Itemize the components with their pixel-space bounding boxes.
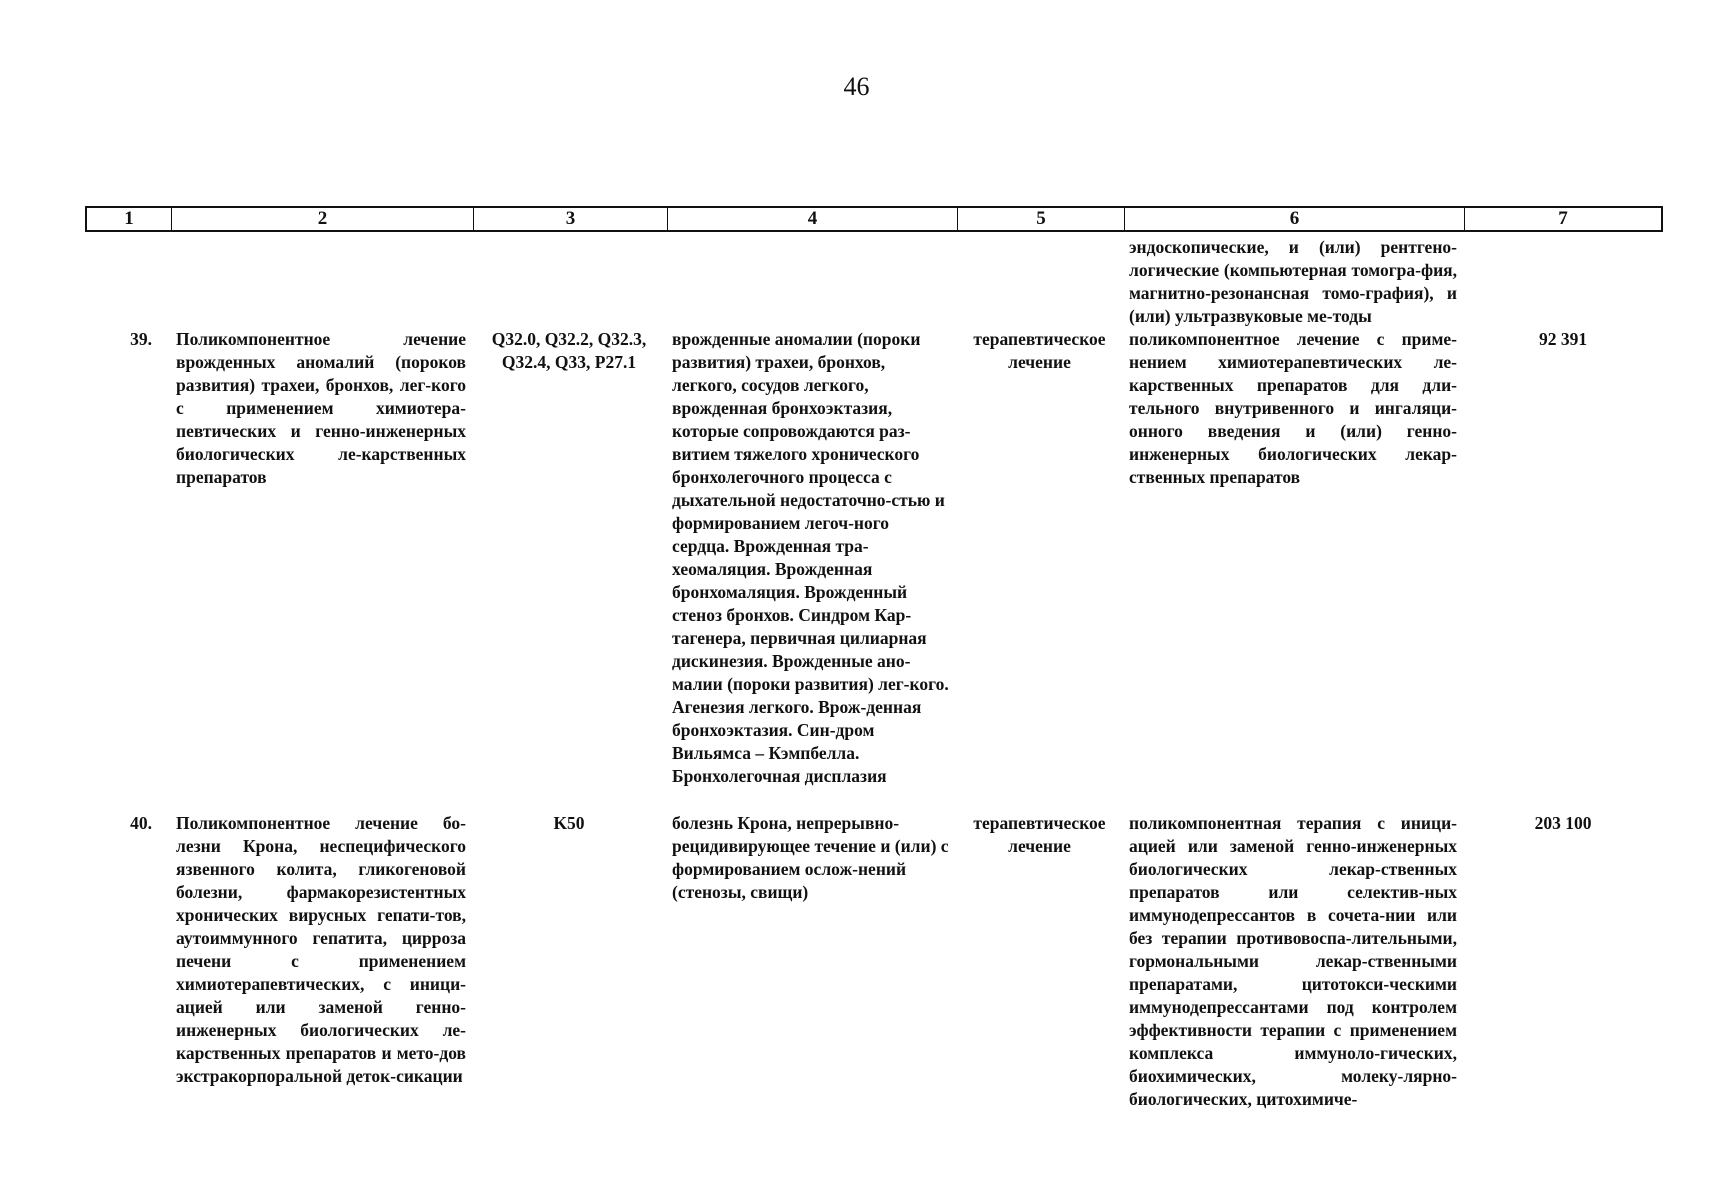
header-col-1: 1 bbox=[87, 208, 172, 230]
table-body bbox=[85, 236, 1663, 1111]
row-codes: K50 bbox=[553, 813, 585, 833]
table-row bbox=[85, 812, 1663, 1111]
page-number: 46 bbox=[843, 72, 870, 101]
continuation-row bbox=[85, 236, 1663, 328]
continuation-method: эндоскопические, и (или) рентгено-логические (компьютерная томогра-фия, магнитно-резонансная томо-графия), и (или) ультразвуковые ме-тоды bbox=[1129, 237, 1457, 326]
row-codes: Q32.0, Q32.2, Q32.3, Q32.4, Q33, P27.1 bbox=[491, 329, 647, 372]
table-header bbox=[85, 206, 1663, 232]
header-col-2: 2 bbox=[172, 208, 474, 230]
row-name: Поликомпонентное лечение бо-лезни Крона, неспецифического язвенного колита, гликогеновой болезни, фармакорезистентных хронических вирусных гепати-тов, аутоиммунного гепатита, цирроза печени с применением химиотерапевтических, с иници-ацией или заменой генно-инженерных биологических ле-карственных препаратов и мето-дов экстракорпоральной деток-сикации bbox=[176, 813, 466, 1086]
row-method: поликомпонентная терапия с иници-ацией или заменой генно-инженерных биологических лекар-ственных препаратов или селектив-ных иммунодепрессантов в сочета-нии или без терапии противовоспа-лительными, гормональными лекар-ственными препаратами, цитотокси-ческими иммунодепрессантами под контролем эффективности терапии с применением комплекса иммуноло-гических, биохимических, молеку-лярно-биологических, цитохимиче- bbox=[1129, 813, 1457, 1109]
header-col-6: 6 bbox=[1125, 208, 1465, 230]
header-col-3: 3 bbox=[474, 208, 668, 230]
row-model: болезнь Крона, непрерывно-рецидивирующее течение и (или) с формированием ослож-нений (стенозы, свищи) bbox=[672, 813, 949, 902]
row-model: врожденные аномалии (пороки развития) трахеи, бронхов, легкого, сосудов легкого, врожденная бронхоэктазия, которые сопровождаются раз-витием тяжелого хронического бронхолегочного процесса с дыхательной недостаточно-стью и формированием легоч-ного сердца. Врожденная тра-хеомаляция. Врожденная бронхомаляция. Врожденный стеноз бронхов. Синдром Кар-тагенера, первичная цилиарная дискинезия. Врожденные ано-малии (пороки развития) лег-кого. Агенезия легкого. Врож-денная бронхоэктазия. Син-дром Вильямса – Кэмпбелла. Бронхолегочная дисплазия bbox=[672, 329, 949, 786]
row-number: 40. bbox=[130, 813, 152, 833]
row-number: 39. bbox=[130, 329, 152, 349]
row-name: Поликомпонентное лечение врожденных аномалий (пороков развития) трахеи, бронхов, лег-кого с применением химиотера-певтических и генно-инженерных биологических ле-карственных препаратов bbox=[176, 329, 466, 487]
row-treatment-type: терапевтическое лечение bbox=[973, 813, 1106, 856]
row-cost: 203 100 bbox=[1534, 813, 1592, 833]
row-method: поликомпонентное лечение с приме-нением химиотерапевтических ле-карственных препаратов для дли-тельного внутривенного и ингаляци-онного введения и (или) генно-инженерных биологических лекар-ственных препаратов bbox=[1129, 329, 1457, 487]
row-treatment-type: терапевтическое лечение bbox=[973, 329, 1106, 372]
header-col-7: 7 bbox=[1558, 208, 1568, 229]
row-cost: 92 391 bbox=[1538, 329, 1588, 349]
table-row bbox=[85, 328, 1663, 788]
header-col-5: 5 bbox=[958, 208, 1125, 230]
header-col-4: 4 bbox=[668, 208, 958, 230]
